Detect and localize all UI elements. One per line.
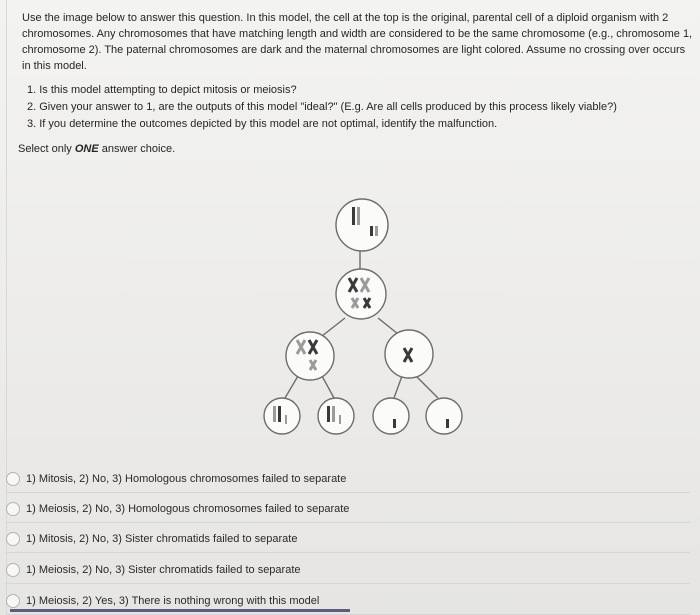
parent-cell xyxy=(336,199,388,251)
gamete-4-membrane xyxy=(426,398,462,434)
answer-choice-label: 1) Mitosis, 2) No, 3) Sister chromatids failed to separate xyxy=(26,533,298,545)
gamete-2 xyxy=(318,398,354,434)
maternal-chromosome-2 xyxy=(375,226,378,236)
radio-button[interactable] xyxy=(6,594,20,608)
question-item-2: 2. Given your answer to 1, are the outputs of this model "ideal?" (E.g. Are all cells produced by this process likely viable?) xyxy=(27,101,617,113)
line-to-left-cell xyxy=(322,318,345,336)
paternal-chromosome-2 xyxy=(370,226,373,236)
gamete-3-membrane xyxy=(373,398,409,434)
answer-choice-4[interactable] xyxy=(6,557,690,584)
gamete-4 xyxy=(426,398,462,434)
instruction-emphasis: ONE xyxy=(74,143,99,155)
replicated-cell xyxy=(336,269,386,319)
answer-choice-label: 1) Mitosis, 2) No, 3) Homologous chromosomes failed to separate xyxy=(26,473,347,485)
radio-button[interactable] xyxy=(6,563,20,577)
replicated-cell-membrane xyxy=(336,269,386,319)
gamete-1 xyxy=(264,398,300,434)
line-to-right-cell xyxy=(378,318,398,334)
scroll-indicator xyxy=(10,609,350,612)
radio-button[interactable] xyxy=(6,532,20,546)
right-daughter-cell xyxy=(385,330,433,378)
question-item-1: 1. Is this model attempting to depict mitosis or meiosis? xyxy=(27,84,297,96)
answer-choice-label: 1) Meiosis, 2) No, 3) Sister chromatids failed to separate xyxy=(26,564,301,576)
answer-choice-1[interactable] xyxy=(6,466,690,493)
answer-choice-label: 1) Meiosis, 2) Yes, 3) There is nothing wrong with this model xyxy=(26,595,320,607)
question-intro: Use the image below to answer this question. In this model, the cell at the top is the original, parental cell of a diploid organism with 2 chromosomes. Any chromosomes that have matching length and width are considered to be the same chromosome (e.g., chromosome 1, chromosome 2). The paternal chromosomes are dark and the maternal chromosomes are light colored. Assume no crossing over occurs in this model. xyxy=(22,12,693,72)
instruction-prefix: Select only xyxy=(18,143,75,155)
answer-choice-3[interactable] xyxy=(6,526,690,553)
left-daughter-membrane xyxy=(286,332,334,380)
line-left-child-b xyxy=(322,376,334,398)
maternal-chromosome-1 xyxy=(357,207,360,225)
gamete-3 xyxy=(373,398,409,434)
line-left-child-a xyxy=(285,376,298,398)
line-right-child-a xyxy=(394,376,402,398)
left-daughter-cell xyxy=(286,332,334,380)
answer-choice-label: 1) Meiosis, 2) No, 3) Homologous chromosomes failed to separate xyxy=(26,503,350,515)
gamete-1-membrane xyxy=(264,398,300,434)
instruction-suffix: answer choice. xyxy=(98,143,176,155)
paternal-chromosome-1 xyxy=(352,207,355,225)
question-item-3: 3. If you determine the outcomes depicted by this model are not optimal, identify the malfunction. xyxy=(27,118,498,130)
gamete-2-membrane xyxy=(318,398,354,434)
parent-cell-membrane xyxy=(336,199,388,251)
radio-button[interactable] xyxy=(6,472,20,486)
radio-button[interactable] xyxy=(6,502,20,516)
answer-choice-2[interactable] xyxy=(6,496,690,523)
line-right-child-b xyxy=(416,376,438,398)
